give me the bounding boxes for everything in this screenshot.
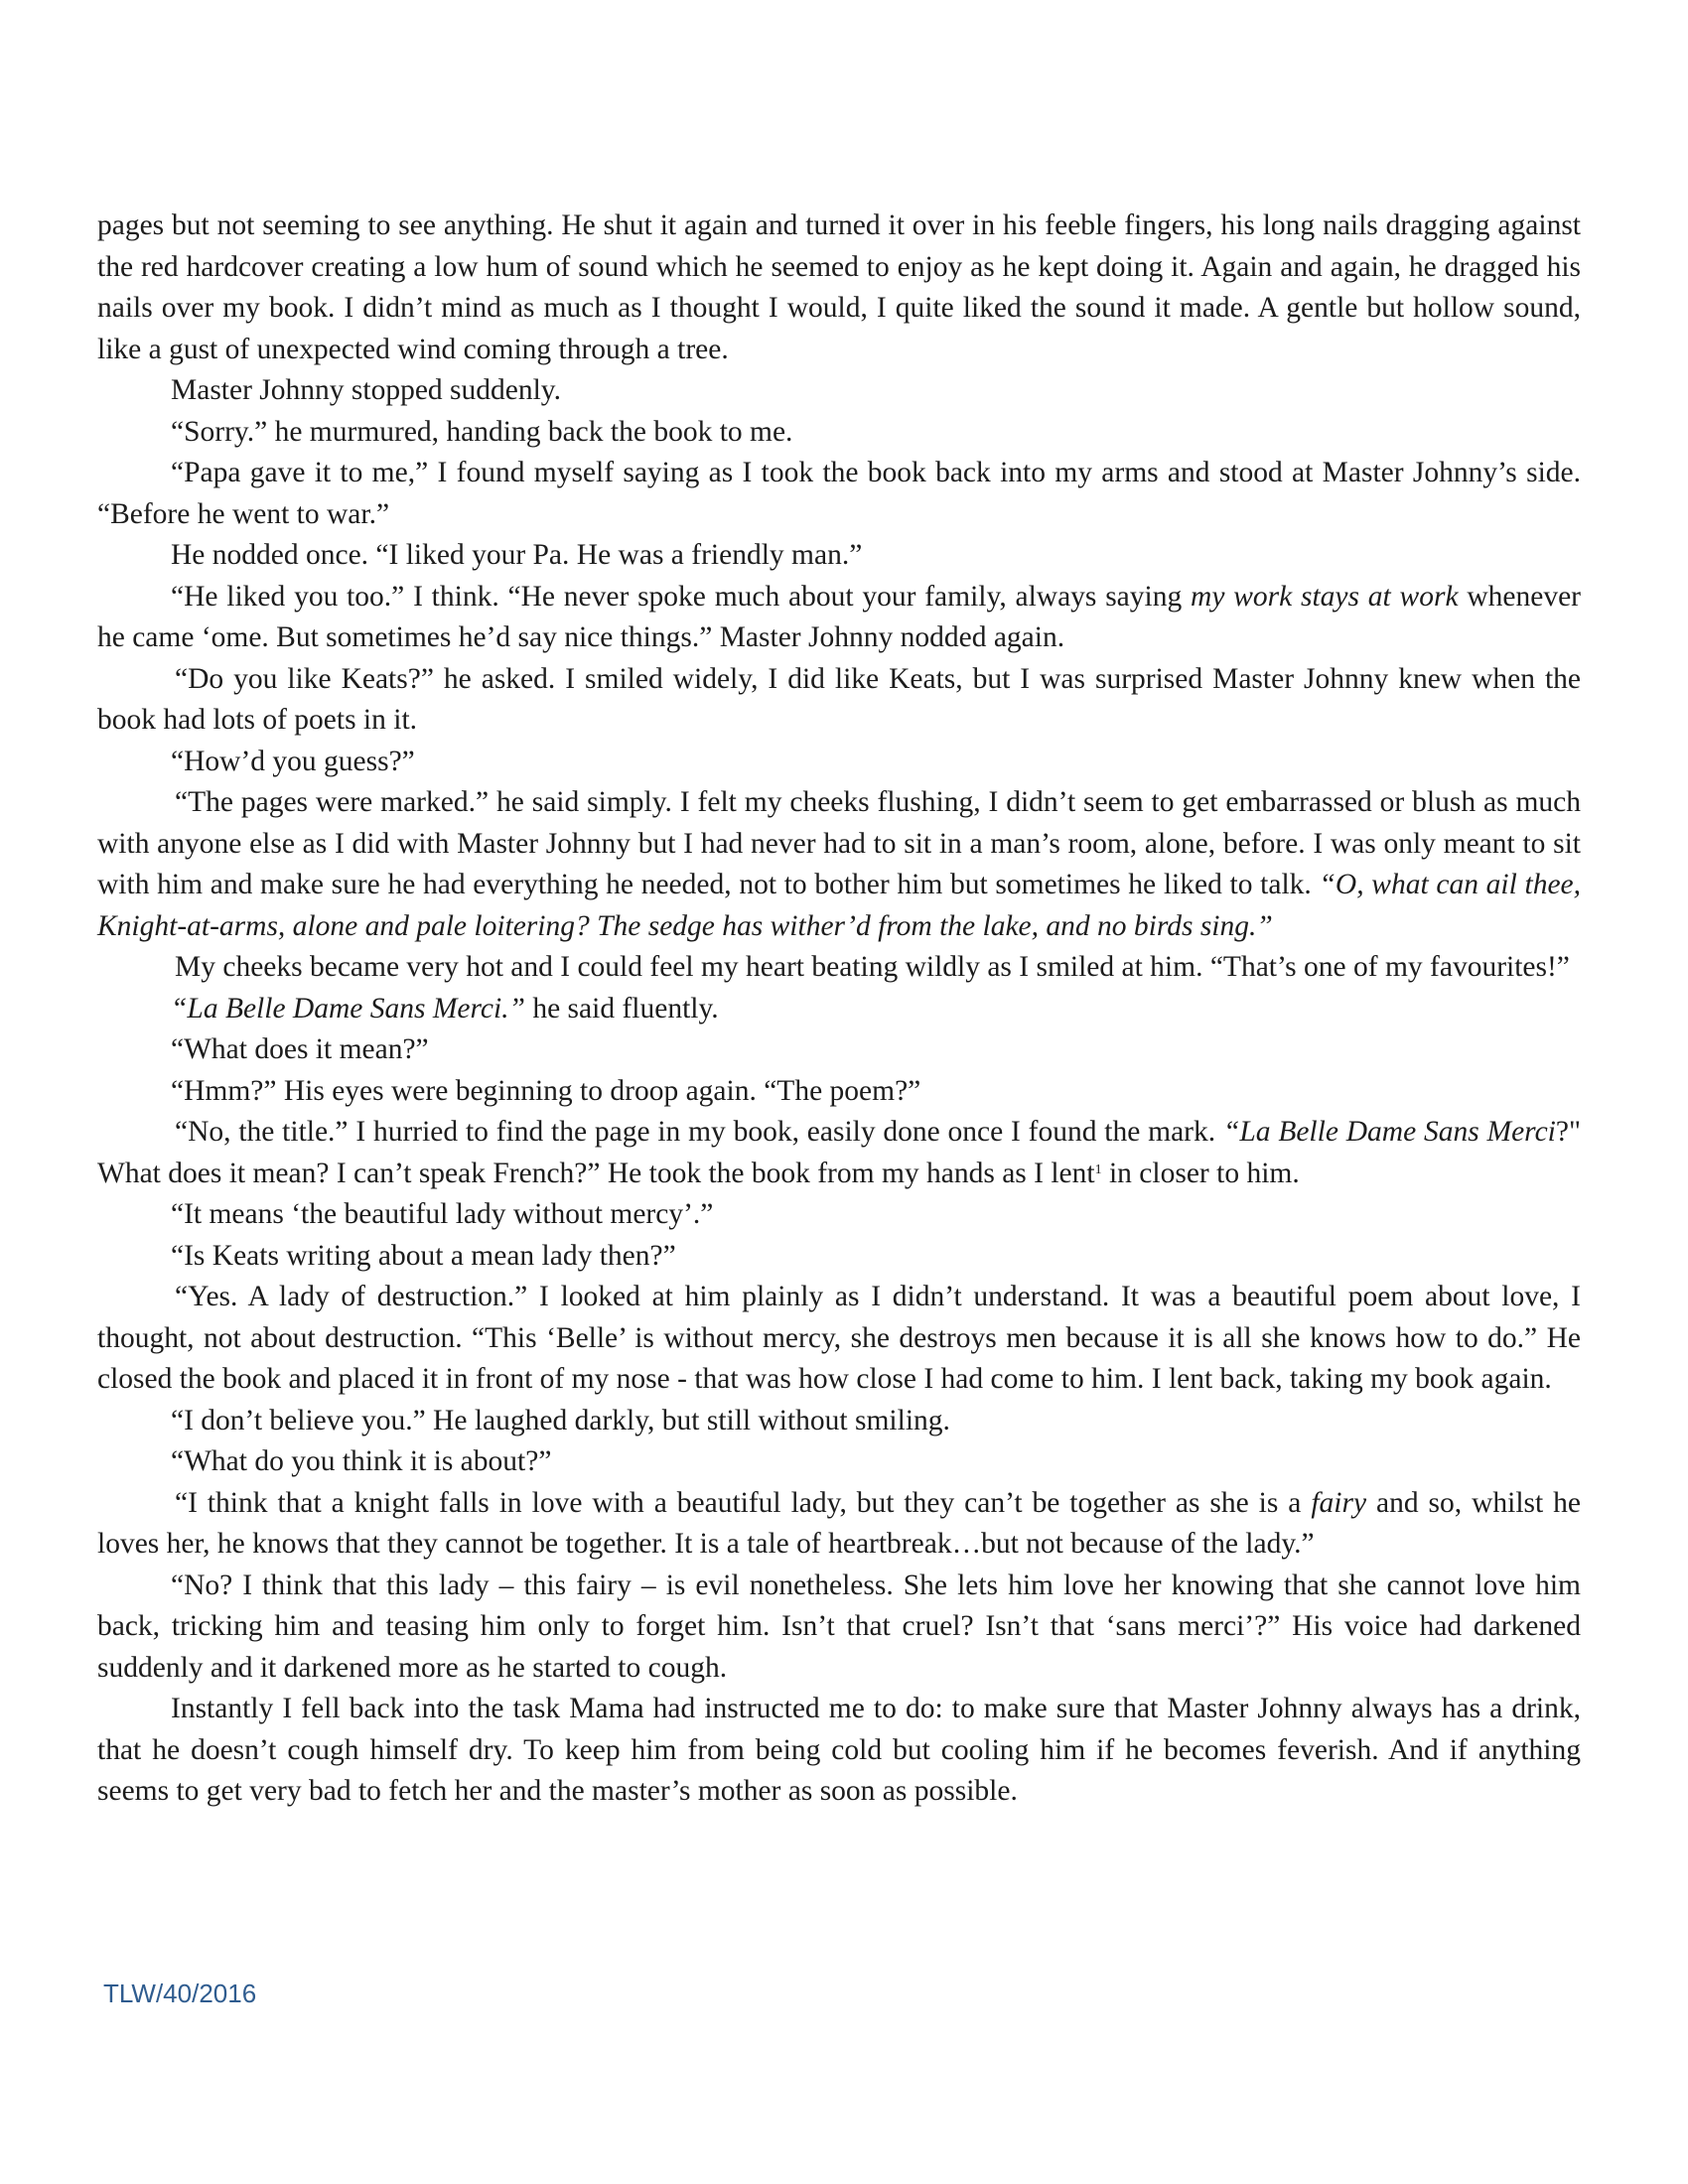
italic-phrase: my work stays at work [1191,580,1459,613]
footnote-marker[interactable]: 1 [1094,1161,1102,1177]
paragraph-text: “I think that a knight falls in love with a beautiful lady, but they can’t be together as she is a [175,1486,1312,1519]
paragraph-1 [97,205,1581,370]
paragraph-text: “It means ‘the beautiful lady without mercy’.” [171,1198,714,1230]
poem-title: “La Belle Dame Sans Merci.” [171,992,525,1024]
paragraph-11 [97,989,1581,1030]
paragraph-21 [97,1566,1581,1690]
paragraph-4 [97,453,1581,535]
paragraph-text: ?" What does it mean? I can’t speak French?” He took the book from my hands as I lent [97,1116,1581,1189]
paragraph-2 [97,370,1581,412]
paragraph-text: “How’d you guess?” [171,745,415,777]
paragraph-text: in closer to him. [1101,1157,1300,1189]
paragraph-text: “What do you think it is about?” [171,1445,552,1477]
paragraph-text: My cheeks became very hot and I could feel my heart beating wildly as I smiled at him. “That’s one of my favourites!” [175,951,1570,983]
paragraph-text: pages but not seeming to see anything. He shut it again and turned it over in his feeble fingers, his long nails dragging against the red hardcover creating a low hum of sound which he seemed to enjoy as he kept doing it. Again and again, he dragged his nails over my book. I didn’t mind as much as I thought I would, I quite liked the sound it made. A gentle but hollow sound, like a gust of unexpected wind coming through a tree. [97,209,1581,365]
paragraph-9 [97,782,1581,947]
page-body [97,205,1581,1813]
paragraph-7 [97,659,1581,742]
paragraph-text: “Papa gave it to me,” I found myself saying as I took the book back into my arms and stood at Master Johnny’s side. “Before he went to war.” [97,457,1581,530]
paragraph-3 [97,412,1581,454]
paragraph-text: and so, whilst he loves her, he knows that they cannot be together. It is a tale of heartbreak…but not because of the lady.” [97,1486,1581,1560]
paragraph-text: he said fluently. [524,992,719,1024]
paragraph-text: Instantly I fell back into the task Mama had instructed me to do: to make sure that Master Johnny always has a drink, that he doesn’t cough himself dry. To keep him from being cold but cooling him if he becomes feverish. And if anything seems to get very bad to fetch her and the master’s mother as soon as possible. [97,1693,1581,1807]
paragraph-text: “Do you like Keats?” he asked. I smiled widely, I did like Keats, but I was surprised Master Johnny knew when the book had lots of poets in it. [97,662,1581,736]
paragraph-13 [97,1071,1581,1113]
paragraph-text: “Yes. A lady of destruction.” I looked at him plainly as I didn’t understand. It was a beautiful poem about love, I thought, not about destruction. “This ‘Belle’ is without mercy, she destroys men because it is all she knows how to do.” He closed the book and placed it in front of my nose - that was how close I had come to him. I lent back, taking my book again. [97,1281,1581,1395]
paragraph-15 [97,1194,1581,1236]
paragraph-5 [97,535,1581,577]
paragraph-text: “The pages were marked.” he said simply. I felt my cheeks flushing, I didn’t seem to get embarrassed or blush as much with anyone else as I did with Master Johnny but I had never had to sit in a man’s room, alone, before. I was only meant to sit with him and make sure he had everything he needed, not to bother him but sometimes he liked to talk. [97,786,1581,900]
paragraph-12 [97,1029,1581,1071]
paragraph-text: whenever he came ‘ome. But sometimes he’d say nice things.” Master Johnny nodded again. [97,580,1581,653]
document-reference-footer: TLW/40/2016 [103,1979,257,2008]
paragraph-18 [97,1401,1581,1442]
paragraph-text: “I don’t believe you.” He laughed darkly, but still without smiling. [171,1404,950,1436]
paragraph-20 [97,1483,1581,1566]
poem-title: “La Belle Dame Sans Merci [1222,1116,1556,1148]
paragraph-16 [97,1236,1581,1278]
paragraph-8 [97,742,1581,783]
poem-quote: “O, what can ail thee, Knight-at-arms, alone and pale loitering? The sedge has wither’d from the lake, and no birds sing.” [97,869,1582,942]
paragraph-22 [97,1689,1581,1813]
paragraph-text: “No, the title.” I hurried to find the page in my book, easily done once I found the mark. [175,1116,1223,1148]
paragraph-10 [97,947,1581,989]
paragraph-17 [97,1277,1581,1401]
paragraph-6 [97,577,1581,659]
paragraph-text: Master Johnny stopped suddenly. [171,374,562,406]
paragraph-text: He nodded once. “I liked your Pa. He was a friendly man.” [171,539,863,571]
paragraph-text: “No? I think that this lady – this fairy – is evil nonetheless. She lets him love her knowing that she cannot love him back, tricking him and teasing him only to forget him. Isn’t that cruel? Isn’t that ‘sans merci’?” His voice had darkened suddenly and it darkened more as he started to cough. [97,1569,1581,1684]
paragraph-text: “Is Keats writing about a mean lady then?” [171,1239,676,1272]
paragraph-text: “He liked you too.” I think. “He never spoke much about your family, always saying [171,580,1192,613]
paragraph-text: “Hmm?” His eyes were beginning to droop again. “The poem?” [171,1074,921,1107]
paragraph-text: “Sorry.” he murmured, handing back the book to me. [171,415,793,448]
paragraph-19 [97,1441,1581,1483]
paragraph-14 [97,1112,1581,1194]
paragraph-text: “What does it mean?” [171,1033,429,1065]
italic-word: fairy [1311,1486,1367,1519]
